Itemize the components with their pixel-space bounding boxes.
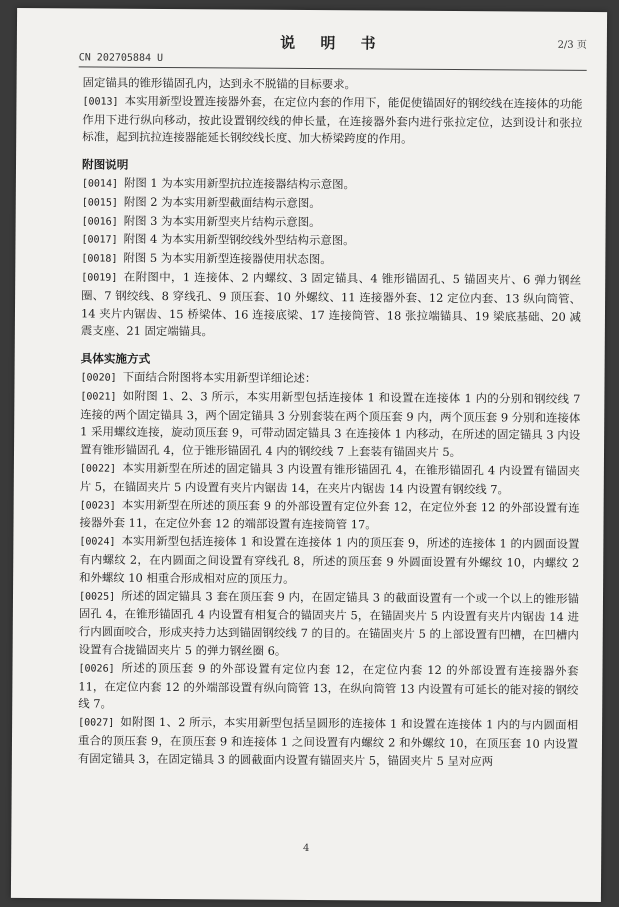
paragraph-0026 [78,659,578,717]
document-body [78,74,583,771]
section-heading-implementation: 具体实施方式 [80,351,151,367]
header-rule [79,66,587,71]
paragraph-text: 下面结合附图将本实用新型详细论述： [122,369,317,386]
paragraph-number: [0022] [79,463,117,475]
paragraph-number: [0024] [79,536,116,548]
paragraph-number: [0015] [81,197,118,209]
paragraph-number: [0014] [81,178,119,190]
paragraph-text: 所述的固定锚具 3 套在顶压套 9 内，在固定锚具 3 的截面设置有一个或一个以上的锥形锚固孔 4，在锥形锚固孔 4 内设置有相复合的锚固夹片 5，在锚固夹片 5 内设置有夹片内锯齿 14 进行内圆面咬合，形成夹持力达到锚固钢绞线 7 的目的。在锚固夹片 5 的上部设置有凹槽，在凹槽内设置有合拢锚固夹片 5 的弹力钢丝圈 6。 [78,588,580,658]
paragraph-text: 附图 2 为本实用新型截面结构示意图。 [123,194,321,210]
paragraph-text: 附图 3 为本实用新型夹片结构示意图。 [123,213,321,229]
paragraph-text: 本实用新型在所述的固定锚具 3 内设置有锥形锚固孔 4，在锥形锚固孔 4 内设置有锚固夹片 5，在锚固夹片 5 内设置有夹片内锯齿 14，在夹片内锯齿 14 内设置有钢绞线 7。 [79,460,580,497]
page-header [79,30,587,72]
page-reference: 2/3 页 [557,39,587,51]
paragraph-number: [0017] [81,234,118,247]
paragraph-number: [0026] [78,663,115,675]
paragraph-text: 附图 4 为本实用新型钢绞线外型结构示意图。 [123,232,355,248]
paragraph-number: [0016] [81,215,118,228]
paragraph-number: [0018] [81,253,118,265]
document-page [11,8,607,902]
paragraph-text: 如附图 1、2 所示，本实用新型包括呈圆形的连接体 1 和设置在连接体 1 内的与内圆面相重合的顶压套 9，在顶压套 9 和连接体 1 之间设置有内螺纹 2 和外螺纹 10，在顶压套 10 内设置有固定锚具 3，在固定锚具 3 的圆截面内设置有锚固夹片 5，锚固夹片 5 呈对应两 [77,714,579,768]
paragraph-number: [0021] [80,391,117,403]
paragraph-0024 [79,533,579,591]
paragraph-0021 [80,387,580,463]
paragraph-text: 附图 5 为本实用新型连接器使用状态图。 [123,250,332,267]
paragraph-0027 [78,713,578,771]
paragraph-text: 本实用新型包括连接体 1 和设置在连接体 1 内的顶压套 9，所述的连接体 1 的内圆面设置有内螺纹 2，在内圆面之间设置有穿线孔 8，所述的顶压套 9 外圆面设置有外螺纹 10，内螺纹 2 和外螺纹 10 相重合形成相对应的顶压力。 [79,533,580,586]
paragraph-number: [0020] [80,372,117,384]
paragraph-continued: 固定锚具的锥形锚固孔内，达到永不脱锚的目标要求。 [82,75,357,92]
paragraph-text: 所述的顶压套 9 的外部设置有定位内套 12，在定位内套 12 的外部设置有连接器外套 11，在定位内套 12 的外端部设置有纵向筒管 13，在纵向筒管 13 内设置有可延长的能对接的钢绞线 7。 [78,660,579,711]
paragraph-text: 本实用新型在所述的顶压套 9 的外部设置有定位外套 12，在定位外套 12 的外部设置有连接器外套 11，在定位外套 12 的端部设置有连接筒管 17。 [79,497,580,532]
paragraph-0025 [79,587,579,663]
paragraph-text: 附图 1 为本实用新型抗拉连接器结构示意图。 [123,175,355,192]
paragraph-number: [0023] [79,499,116,512]
paragraph-number: [0025] [78,590,116,603]
page-number: 4 [303,842,310,855]
paragraph-0019 [81,268,581,344]
patent-number: CN 202705884 U [78,52,164,64]
paragraph-text: 本实用新型设置连接器外套，在定位内套的作用下，能促使锚固好的钢绞线在连接体的功能作用下进行纵向移动，按此设置钢绞线的伸长量，在连接器外套内进行张拉定位，达到设计和张拉标准，起到抗拉连接器能延长钢绞线长度、加大桥梁跨度的作用。 [82,93,583,147]
paragraph-0023 [79,496,579,536]
paragraph-0022 [80,459,580,499]
paragraph-text: 如附图 1、2、3 所示，本实用新型包括连接体 1 和设置在连接体 1 内的分别和钢绞线 7 连接的两个固定锚具 3，两个固定锚具 3 分别套装在两个顶压套 9 内，两个顶压套 9 分别和连接体 1 采用螺纹连接，旋动顶压套 9，可带动固定锚具 3 在连接体 1 内移动，在所述的固定锚具 3 内设置有锥形锚固孔 4，位于锥形锚固孔 4 内的钢绞线 7 上套装有锚固夹片 5。 [79,388,581,460]
paragraph-text: 在附图中，1 连接体、2 内螺纹、3 固定锚具、4 锥形锚固孔、5 锚固夹片、6 弹力钢丝圈、7 钢绞线、8 穿线孔、9 顶压套、10 外螺纹、11 连接器外套、12 定位内套、13 纵向筒管、14 夹片内锯齿、15 桥梁体、16 连接底梁、17 连接筒管、18 张拉端锚具、19 梁底基础、20 减震支座、21 固定端锚具。 [80,269,582,339]
paragraph-number: [0013] [82,96,119,108]
section-heading-figures: 附图说明 [81,157,129,172]
paragraph-number: [0027] [78,717,115,729]
paragraph-number: [0019] [81,272,118,284]
paragraph-0013 [82,92,582,150]
document-title: 说 明 书 [280,33,386,53]
